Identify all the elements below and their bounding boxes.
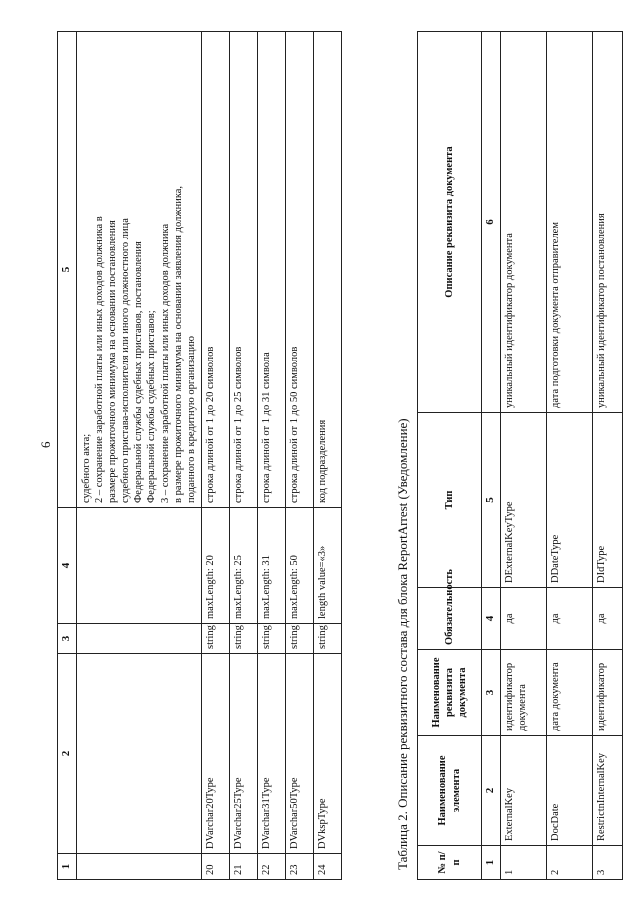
requisite-name: идентификатор документа bbox=[500, 650, 546, 736]
requisite-description: уникальный идентификатор постановления bbox=[592, 32, 622, 413]
description-line: судебного акта; bbox=[80, 433, 92, 503]
base-type: string bbox=[313, 624, 341, 654]
type-description: код подразделения bbox=[313, 32, 341, 508]
type-name: DVarchar31Type bbox=[257, 654, 285, 854]
element-type: DIdType bbox=[592, 413, 622, 588]
element-type: DExternalKeyType bbox=[500, 413, 546, 588]
row-number: 3 bbox=[592, 846, 622, 880]
row-number: 21 bbox=[229, 854, 257, 880]
description-line: судебного пристава-исполнителя или иного должностного лица bbox=[120, 218, 132, 503]
column-number: 5 bbox=[58, 32, 77, 508]
type-name: DVkspType bbox=[313, 654, 341, 854]
description-line: в размере прожиточного минимума на основании заявления должника, bbox=[172, 185, 184, 503]
column-number: 3 bbox=[482, 650, 501, 736]
row-number: 24 bbox=[313, 854, 341, 880]
column-header: № п/п bbox=[418, 846, 482, 880]
table-row bbox=[546, 32, 592, 880]
type-name: DVarchar20Type bbox=[201, 654, 229, 854]
element-name: ExternalKey bbox=[500, 736, 546, 846]
type-description: строка длиной от 1 до 20 символов bbox=[201, 32, 229, 508]
type-name: DVarchar50Type bbox=[285, 654, 313, 854]
column-header: Тип bbox=[418, 413, 482, 588]
requisite-name: идентификатор bbox=[592, 650, 622, 736]
report-arrest-table bbox=[417, 31, 623, 880]
restriction: maxLength: 50 bbox=[285, 508, 313, 624]
column-number: 1 bbox=[482, 846, 501, 880]
requisite-name: дата документа bbox=[546, 650, 592, 736]
table-row bbox=[285, 32, 313, 880]
description-line: 2 – сохранение заработной платы или иных доходов должника в bbox=[93, 216, 105, 503]
column-number-row bbox=[482, 32, 501, 880]
types-table-continued bbox=[57, 31, 342, 880]
type-name: DVarchar25Type bbox=[229, 654, 257, 854]
continued-row bbox=[76, 32, 201, 880]
column-header: Наименование реквизита документа bbox=[418, 650, 482, 736]
table-row bbox=[313, 32, 341, 880]
requisite-description: уникальный идентификатор документа bbox=[500, 32, 546, 413]
column-number: 2 bbox=[58, 654, 77, 854]
column-number-row bbox=[58, 32, 77, 880]
column-number: 2 bbox=[482, 736, 501, 846]
requisite-description: дата подготовки документа отправителем bbox=[546, 32, 592, 413]
column-header: Наименование элемента bbox=[418, 736, 482, 846]
type-description: строка длиной от 1 до 50 символов bbox=[285, 32, 313, 508]
page-number: 6 bbox=[38, 441, 53, 448]
row-number: 1 bbox=[500, 846, 546, 880]
table-row bbox=[257, 32, 285, 880]
base-type: string bbox=[229, 624, 257, 654]
base-type: string bbox=[257, 624, 285, 654]
type-description: строка длиной от 1 до 25 символов bbox=[229, 32, 257, 508]
table-row bbox=[229, 32, 257, 880]
table-row bbox=[500, 32, 546, 880]
required-flag: да bbox=[500, 588, 546, 650]
restriction: maxLength: 31 bbox=[257, 508, 285, 624]
column-header: Описание реквизита документа bbox=[418, 32, 482, 413]
table-row bbox=[592, 32, 622, 880]
row-number: 22 bbox=[257, 854, 285, 880]
restriction: maxLength: 25 bbox=[229, 508, 257, 624]
description-line: Федеральной службы судебных приставов; bbox=[146, 310, 158, 503]
table-caption: Таблица 2. Описание реквизитного состава для блока ReportArrest (Уведомление) bbox=[395, 418, 410, 870]
row-number: 23 bbox=[285, 854, 313, 880]
description-line: поданного в кредитную организацию bbox=[185, 336, 197, 503]
restriction: maxLength: 20 bbox=[201, 508, 229, 624]
type-description: строка длиной от 1 до 31 символа bbox=[257, 32, 285, 508]
description-line: Федеральной службы судебных приставов, постановления bbox=[133, 241, 145, 503]
required-flag: да bbox=[592, 588, 622, 650]
column-number: 4 bbox=[58, 508, 77, 624]
column-header: Обязательность bbox=[418, 588, 482, 650]
column-number: 3 bbox=[58, 624, 77, 654]
header-row bbox=[418, 32, 482, 880]
base-type: string bbox=[201, 624, 229, 654]
element-name: RestrictnInternalKey bbox=[592, 736, 622, 846]
description-line: 3 – сохранение заработной платы или иных доходов должника bbox=[159, 223, 171, 503]
column-number: 4 bbox=[482, 588, 501, 650]
row-number: 2 bbox=[546, 846, 592, 880]
restriction: length value=«3» bbox=[313, 508, 341, 624]
element-type: DDateType bbox=[546, 413, 592, 588]
base-type: string bbox=[285, 624, 313, 654]
table-row bbox=[201, 32, 229, 880]
element-name: DocDate bbox=[546, 736, 592, 846]
row-number: 20 bbox=[201, 854, 229, 880]
required-flag: да bbox=[546, 588, 592, 650]
column-number: 5 bbox=[482, 413, 501, 588]
description-line: размере прожиточного минимума на основании постановления bbox=[107, 220, 118, 503]
rotated-page-content bbox=[57, 30, 640, 880]
continued-description bbox=[76, 32, 201, 508]
column-number: 6 bbox=[482, 32, 501, 413]
column-number: 1 bbox=[58, 854, 77, 880]
